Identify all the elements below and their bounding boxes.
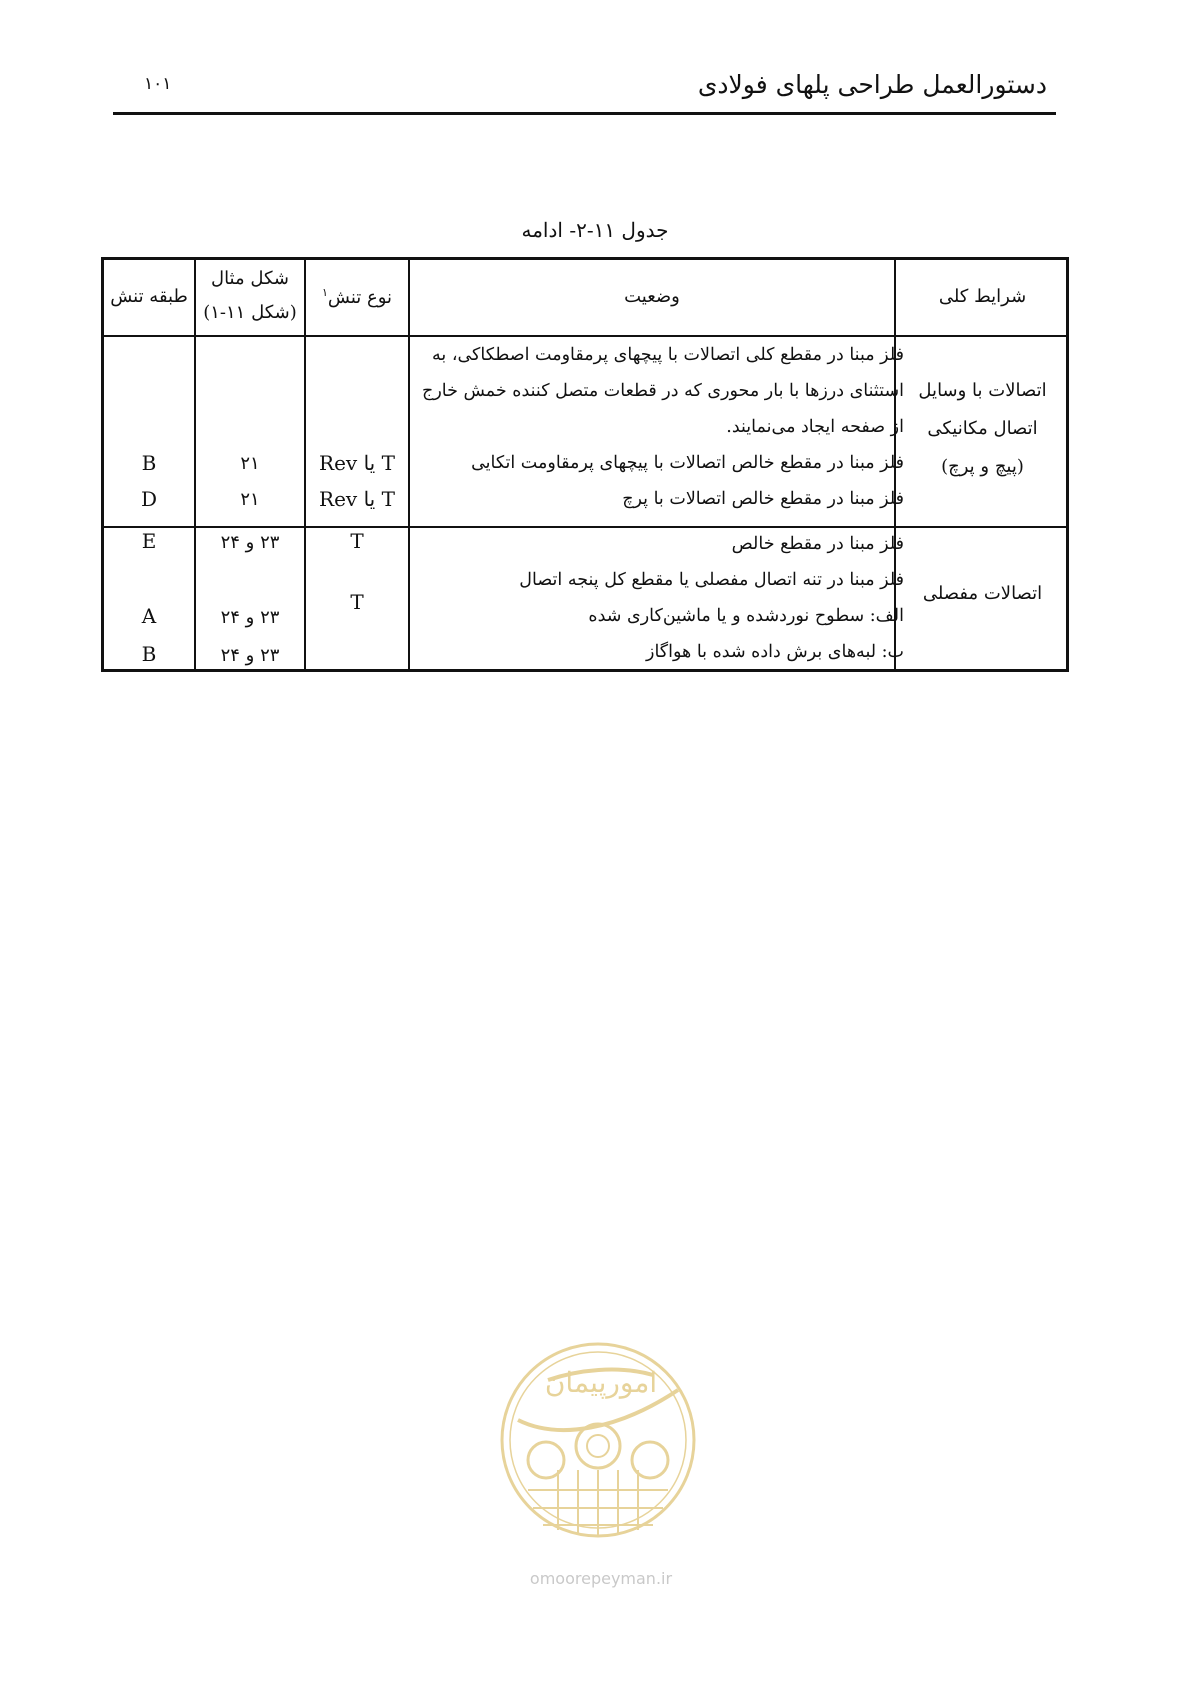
group1-status-line: از صفحه ایجاد می‌نمایند. — [726, 417, 904, 437]
page-number: ۱۰۱ — [144, 74, 172, 94]
watermark-logo-text: امورپیمان — [544, 1366, 658, 1399]
group-divider — [104, 526, 1066, 528]
group2-status-line: فلز مبنا در تنه اتصال مفصلی یا مقطع کل پنجه اتصال — [519, 570, 904, 590]
header-stress-type — [306, 286, 408, 308]
watermark-logo — [488, 1330, 714, 1600]
group2-row3-figure: ۲۳ و ۲۴ — [220, 645, 280, 666]
group2-status-line: ب: لبه‌های برش داده شده با هواگاز — [646, 642, 904, 662]
page-header-title: دستورالعمل طراحی پلهای فولادی — [697, 70, 1047, 99]
watermark-site: omoorepeyman.ir — [529, 1569, 673, 1588]
omoorepeyman-seal-icon — [488, 1330, 714, 1600]
group2-row1-figure: ۲۳ و ۲۴ — [220, 532, 280, 553]
group2-row3-class: B — [141, 642, 157, 666]
stress-category-table — [101, 257, 1069, 672]
group2-row2-figure: ۲۳ و ۲۴ — [220, 607, 280, 628]
group1-row2-figure: ۲۱ — [240, 489, 260, 510]
group2-row2-stress-type: T — [350, 590, 364, 614]
header-example-figure-line1: شکل مثال — [210, 268, 289, 289]
group1-row2-class: D — [140, 487, 158, 511]
header-stress-type-footnote: ۱ — [321, 286, 328, 299]
group1-condition-line2: اتصال مکانیکی — [927, 418, 1038, 439]
header-example-figure-line2: (شکل ۱۱-۱) — [203, 302, 297, 323]
group1-row2-stress-type: T یا Rev — [319, 487, 395, 511]
header-row-divider — [104, 335, 1066, 337]
group2-row2-class: A — [141, 604, 157, 628]
group2-condition: اتصالات مفصلی — [922, 583, 1043, 604]
group2-row1-class: E — [141, 529, 157, 553]
group2-status-line: الف: سطوح نوردشده و یا ماشین‌کاری شده — [588, 606, 904, 626]
group1-condition-line3: (پیچ و پرچ) — [941, 456, 1024, 477]
header-stress-class: طبقه تنش — [110, 286, 188, 307]
group1-status-line: استثنای درزها با بار محوری که در قطعات متصل کننده خمش خارج — [422, 381, 904, 401]
group1-row1-figure: ۲۱ — [240, 453, 260, 474]
header-general-conditions: شرایط کلی — [938, 286, 1027, 307]
header-stress-type-label: نوع تنش — [327, 287, 393, 308]
table-caption: جدول ۱۱-۲- ادامه — [521, 218, 669, 242]
header-status: وضعیت — [624, 286, 680, 307]
group1-row1-class: B — [141, 451, 157, 475]
group1-row1-stress-type: T یا Rev — [319, 451, 395, 475]
group1-status-line: فلز مبنا در مقطع خالص اتصالات با پرچ — [622, 489, 904, 509]
column-divider — [408, 260, 410, 669]
group1-status-line: فلز مبنا در مقطع کلی اتصالات با پیچهای پرمقاومت اصطکاکی، به — [432, 345, 904, 365]
header-rule — [113, 112, 1056, 115]
group1-condition-line1: اتصالات با وسایل — [918, 380, 1047, 401]
group2-status-line: فلز مبنا در مقطع خالص — [731, 534, 904, 554]
group2-row1-stress-type: T — [350, 529, 364, 553]
group1-status-line: فلز مبنا در مقطع خالص اتصالات با پیچهای پرمقاومت اتکایی — [471, 453, 904, 473]
